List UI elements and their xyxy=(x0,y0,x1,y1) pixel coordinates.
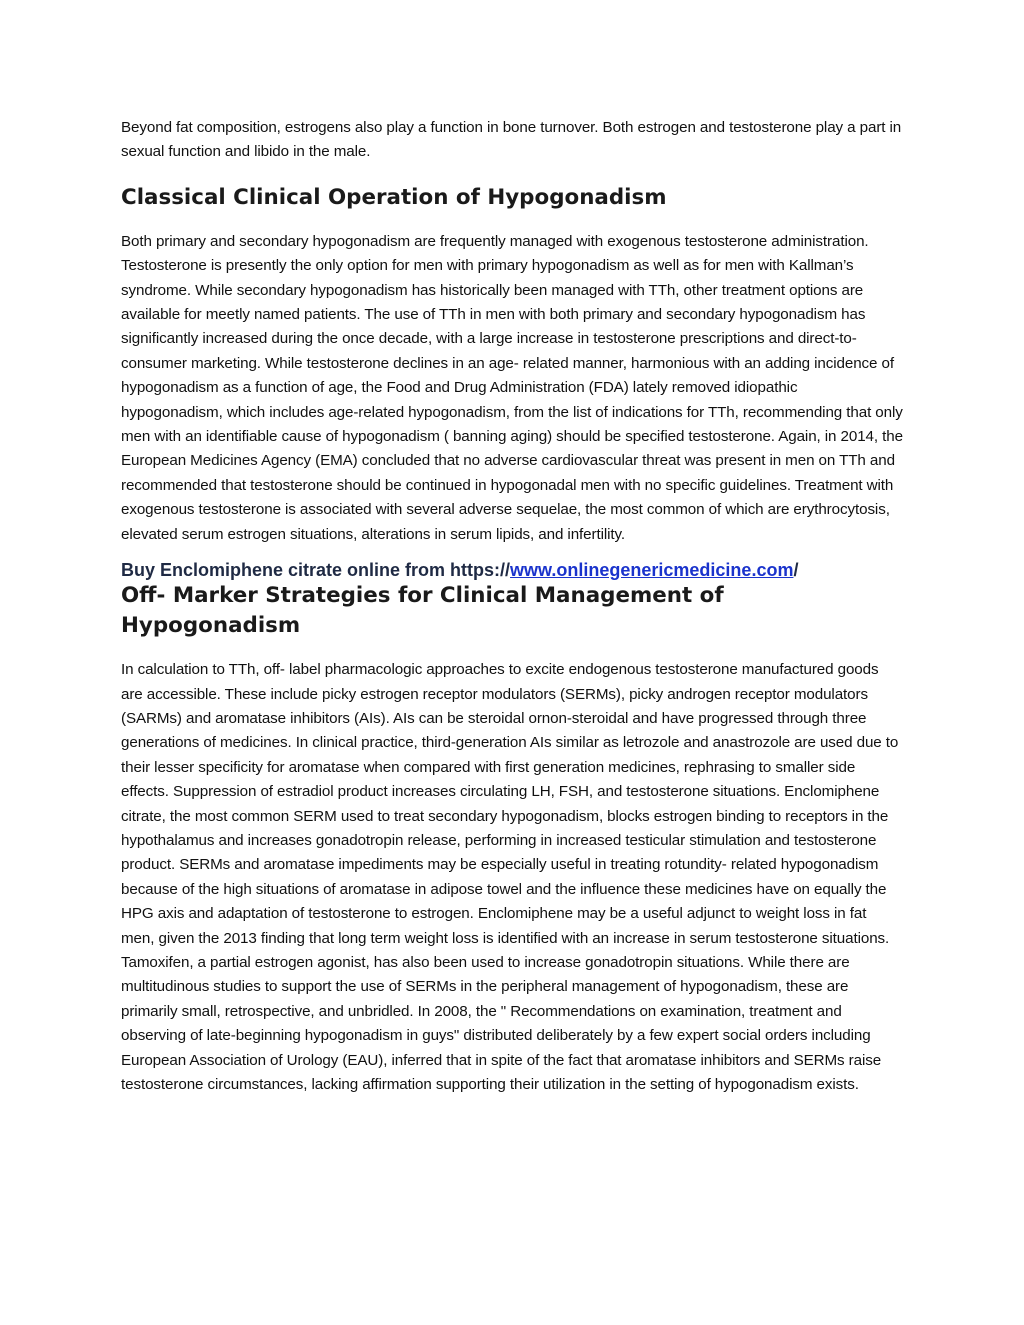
promo-suffix: / xyxy=(793,560,799,581)
section-body-classical-operation: Both primary and secondary hypogonadism are frequently managed with exogenous testosterone administration. Testosterone is presently the only option for men with primary hypogonadism as well as for men with Kallman’s syndrome. While secondary hypogonadism has historically been managed with TTh, other treatment options are available for meetly named patients. The use of TTh in men with both primary and secondary hypogonadism has significantly increased during the once decade, with a large increase in testosterone prescriptions and direct-to-consumer marketing. While testosterone declines in an age- related manner, harmonious with an adding incidence of hypogonadism as a function of age, the Food and Drug Administration (FDA) lately removed idiopathic hypogonadism, which includes age-related hypogonadism, from the list of indications for TTh, recommending that only men with an identifiable cause of hypogonadism ( banning aging) should be specified testosterone. Again, in 2014, the European Medicines Agency (EMA) concluded that no adverse cardiovascular threat was present in men on TTh and recommended that testosterone should be continued in hypogonadal men with no specific guidelines. Treatment with exogenous testosterone is associated with several adverse sequelae, the most common of which are erythrocytosis, elevated serum estrogen situations, alterations in serum lipids, and infertility. xyxy=(121,232,903,543)
document-page xyxy=(121,116,903,1097)
promo-link[interactable]: www.onlinegenericmedicine.com xyxy=(510,560,794,581)
section-body-off-label-strategies: In calculation to TTh, off- label pharmacologic approaches to excite endogenous testosterone manufactured goods are accessible. These include picky estrogen receptor modulators (SERMs), picky androgen receptor modulators (SARMs) and aromatase inhibitors (AIs). AIs can be steroidal ornon-steroidal and have progressed through three generations of medicines. In clinical practice, third-generation AIs similar as letrozole and anastrozole are used due to their lesser specificity for aromatase when compared with first generation medicines, rephrasing to smaller side effects. Suppression of estradiol product increases circulating LH, FSH, and testosterone situations. Enclomiphene citrate, the most common SERM used to treat secondary hypogonadism, blocks estrogen binding to receptors in the hypothalamus and increases gonadotropin release, performing in increased testicular stimulation and testosterone product. SERMs and aromatase impediments may be especially useful in treating rotundity- related hypogonadism because of the high situations of aromatase in adipose towel and the influence these medicines have on equally the HPG axis and adaptation of testosterone to estrogen. Enclomiphene may be a useful adjunct to weight loss in fat men, given the 2013 finding that long term weight loss is identified with an increase in serum testosterone situations. Tamoxifen, a partial estrogen agonist, has also been used to increase gonadotropin situations. While there are multitudinous studies to support the use of SERMs in the peripheral management of hypogonadism, these are primarily small, retrospective, and unbridled. In 2008, the " Recommendations on examination, treatment and observing of late-beginning hypogonadism in guys" distributed deliberately by a few expert social orders including European Association of Urology (EAU), inferred that in spite of the fact that aromatase inhibitors and SERMs raise testosterone circumstances, lacking affirmation supporting their utilization in the setting of hypogonadism exists. xyxy=(121,661,899,1093)
intro-paragraph: Beyond fat composition, estrogens also play a function in bone turnover. Both estrogen and testosterone play a part in sexual function and libido in the male. xyxy=(121,119,902,161)
promo-prefix: Buy Enclomiphene citrate online from https:// xyxy=(121,560,511,581)
section-heading-off-label-strategies: Off- Marker Strategies for Clinical Management of Hypogonadism xyxy=(121,583,724,639)
promo-line xyxy=(121,559,903,581)
section-heading-classical-operation: Classical Clinical Operation of Hypogonadism xyxy=(121,184,667,210)
